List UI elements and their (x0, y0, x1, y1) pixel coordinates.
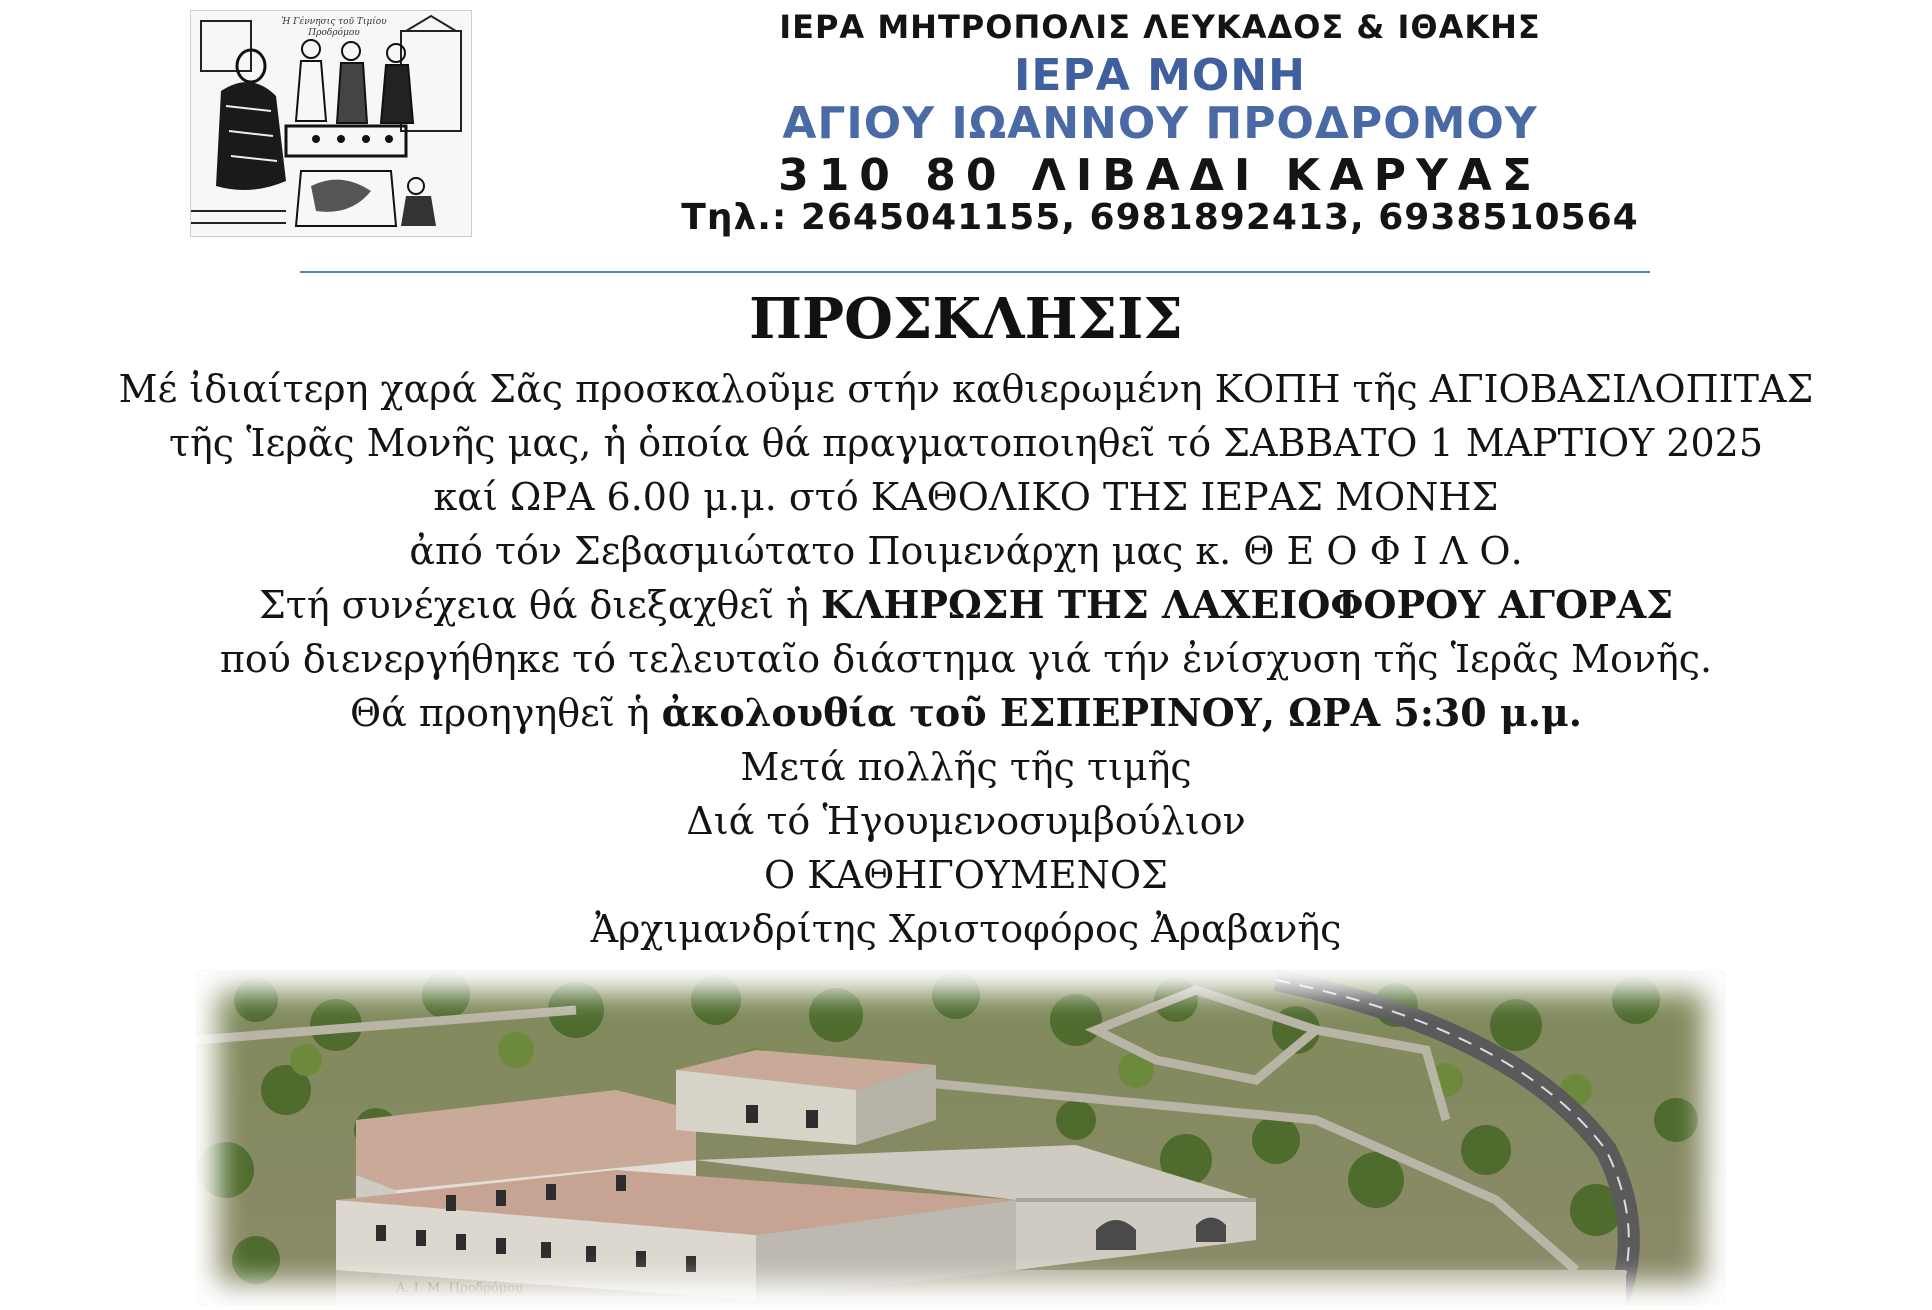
postal-address: 310 80 ΛΙΒΑΔΙ ΚΑΡΥΑΣ (778, 150, 1542, 201)
monastery-painting (196, 970, 1726, 1305)
nativity-icon-logo (190, 10, 472, 237)
body-line-4: ἀπό τόν Σεβασμιώτατο Ποιμενάρχη μας κ. Θ Ε Ο Φ Ι Λ Ο. (409, 529, 1523, 573)
body-line-7-text: Θά προηγηθεῖ ἡ (349, 691, 662, 735)
closing-signature: Ἀρχιμανδρίτης Χριστοφόρος Ἀραβανῆς (590, 907, 1342, 951)
closing-council: Διά τό Ἡγουμενοσυμβούλιον (686, 799, 1246, 843)
monastery-heading-line1: ΙΕΡΑ ΜΟΝΗ (1014, 50, 1306, 101)
body-line-3: καί ΩΡΑ 6.00 μ.μ. στό ΚΑΘΟΛΙΚΟ ΤΗΣ ΙΕΡΑΣ ΜΟΝΗΣ (433, 475, 1499, 519)
icon-caption: Ἡ Γέννησις τοῦ Τιμίου Προδρόμου (281, 17, 387, 38)
monastery-painting-drawing (196, 970, 1726, 1305)
body-line-1: Μέ ἰδιαίτερη χαρά Σᾶς προσκαλοῦμε στήν καθιερωμένη ΚΟΠΗ τῆς ΑΓΙΟΒΑΣΙΛΟΠΙΤΑΣ (118, 367, 1814, 411)
body-line-2: τῆς Ἱερᾶς Μονῆς μας, ἡ ὁποία θά πραγματοποιηθεῖ τό ΣΑΒΒΑΤΟ 1 ΜΑΡΤΙΟΥ 2025 (168, 421, 1764, 465)
icon-drawing (191, 11, 471, 236)
body-line-7 (0, 690, 1932, 736)
invitation-title: ΠΡΟΣΚΛΗΣΙΣ (749, 286, 1183, 352)
metropolis-heading: ΙΕΡΑ ΜΗΤΡΟΠΟΛΙΣ ΛΕΥΚΑΔΟΣ & ΙΘΑΚΗΣ (779, 8, 1541, 46)
body-line-6: πού διενεργήθηκε τό τελευταῖο διάστημα γιά τήν ἐνίσχυση τῆς Ἱερᾶς Μονῆς. (219, 637, 1713, 681)
monastery-heading-line2: ΑΓΙΟΥ ΙΩΑΝΝΟΥ ΠΡΟΔΡΟΜΟΥ (782, 98, 1538, 149)
body-line-5-text: Στή συνέχεια θά διεξαχθεῖ ἡ (258, 583, 821, 627)
closing-regards: Μετά πολλῆς τῆς τιμῆς (740, 745, 1192, 789)
phone-numbers: Τηλ.: 2645041155, 6981892413, 6938510564 (681, 197, 1639, 238)
header-divider (300, 271, 1650, 273)
lottery-announcement: ΚΛΗΡΩΣΗ ΤΗΣ ΛΑΧΕΙΟΦΟΡΟΥ ΑΓΟΡΑΣ (820, 582, 1674, 627)
closing-abbot-title: Ο ΚΑΘΗΓΟΥΜΕΝΟΣ (764, 853, 1168, 897)
painting-signature: Α. Ι. Μ. Προδρόμου (396, 1281, 523, 1296)
body-line-5 (0, 582, 1932, 628)
vespers-announcement: ἀκολουθία τοῦ ΕΣΠΕΡΙΝΟΥ, ΩΡΑ 5:30 μ.μ. (661, 690, 1583, 735)
